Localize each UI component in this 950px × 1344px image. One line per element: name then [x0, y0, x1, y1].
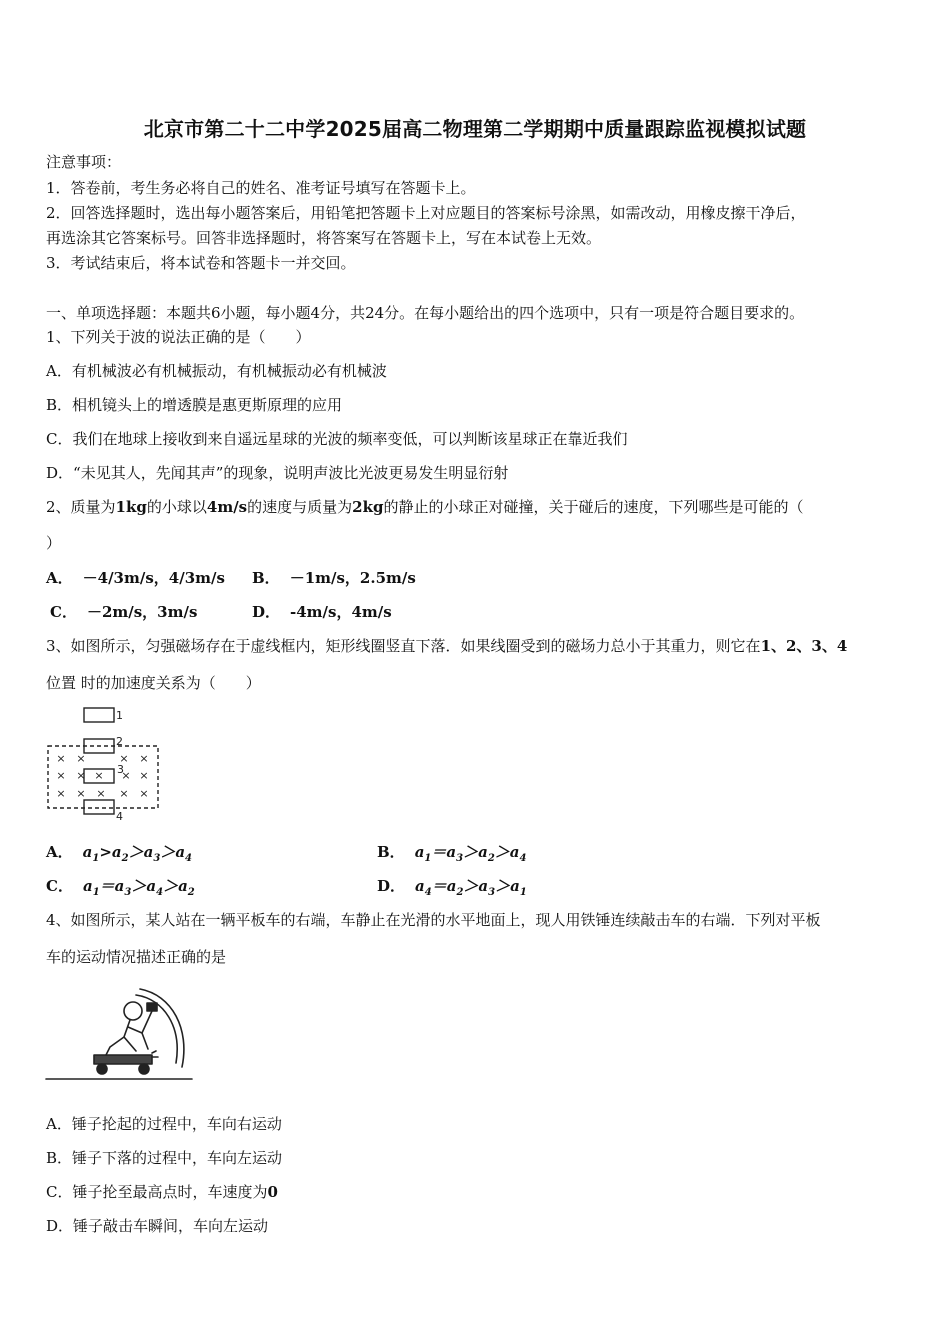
- coil-position-4: [84, 800, 114, 814]
- q1-option-d: D．“未见其人，先闻其声”的现象，说明声波比光波更易发生明显衍射: [46, 464, 509, 482]
- field-mark: ×: [76, 787, 86, 800]
- q2-option-c-label: C．: [50, 603, 77, 621]
- hammer-head: [147, 1003, 157, 1011]
- coil-position-1: [84, 708, 114, 722]
- q2-option-b-value: －1m/s，2.5m/s: [289, 569, 416, 587]
- q3-option-c-label: C．: [46, 877, 73, 895]
- q2-option-c: [50, 602, 197, 622]
- q2-option-a-label: A．: [46, 569, 73, 587]
- q2-stem-text: 的静止的小球正对碰撞，关于碰后的速度，下列哪些是可能的（: [383, 498, 804, 516]
- q3-option-b: [377, 842, 527, 869]
- q3-option-a: [46, 842, 192, 869]
- q4-option-c-zero: 0: [267, 1183, 278, 1201]
- cart-wheel: [97, 1064, 107, 1074]
- q2-option-d-label: D．: [252, 603, 281, 621]
- q4-option-d: D．锤子敲击车瞬间，车向左运动: [46, 1217, 269, 1235]
- q3-figure: [44, 702, 168, 826]
- figure-label-3: 3: [117, 763, 124, 776]
- person-leg: [106, 1037, 124, 1055]
- field-mark: ×: [76, 769, 86, 782]
- field-mark: ×: [119, 787, 129, 800]
- q3-option-a-value: $a_1>a_2>a_3>a_4$: [82, 843, 193, 864]
- person-body: [124, 1020, 136, 1051]
- figure-label-4: 4: [116, 810, 123, 823]
- field-mark: ×: [56, 787, 66, 800]
- q2-stem-text: 的小球以: [146, 498, 207, 516]
- q3-stem: [46, 636, 847, 656]
- person-head: [124, 1002, 142, 1020]
- q4-option-c: [46, 1182, 278, 1202]
- section-heading: 一、单项选择题：本题共6小题，每小题4分，共24分。在每小题给出的四个选项中，只有一项是符合题目要求的。: [46, 304, 805, 322]
- q4-figure: [44, 977, 196, 1083]
- field-mark: ×: [56, 769, 66, 782]
- q4-option-c-text: C．锤子抡至最高点时，车速度为: [46, 1183, 268, 1201]
- field-mark: ×: [139, 769, 149, 782]
- q3-option-d-value: $a_4=a_2>a_3>a_1$: [415, 877, 527, 898]
- impact-mark: [152, 1051, 156, 1053]
- q2-stem-text: 的速度与质量为: [247, 498, 353, 516]
- q4-option-b: B．锤子下落的过程中，车向左运动: [46, 1149, 283, 1167]
- q2-option-b-label: B．: [252, 569, 280, 587]
- q1-option-a: A．有机械波必有机械振动，有机械振动必有机械波: [46, 362, 387, 380]
- notice-heading: 注意事项：: [46, 153, 122, 171]
- q4-option-a: A．锤子抡起的过程中，车向右运动: [46, 1115, 282, 1133]
- q3-option-b-value: $a_1=a_3>a_2>a_4$: [414, 843, 527, 864]
- field-mark: ×: [119, 752, 129, 765]
- q3-option-b-label: B．: [377, 843, 405, 861]
- q2-option-c-value: －2m/s，3m/s: [86, 603, 198, 621]
- hammer-handle: [142, 1011, 152, 1033]
- notice-item-1: 1．答卷前，考生务必将自己的姓名、准考证号填写在答题卡上。: [46, 179, 476, 197]
- notice-item-2: 2．回答选择题时，选出每小题答案后，用铅笔把答题卡上对应题目的答案标号涂黑，如需改动，用橡皮擦干净后，: [46, 204, 806, 222]
- q3-positions: 1、2、3、4: [760, 637, 848, 655]
- field-mark: ×: [94, 769, 104, 782]
- q2-option-a: [46, 568, 225, 588]
- q1-stem: 1、下列关于波的说法正确的是（ ）: [46, 328, 311, 346]
- q2-mass-2: 2kg: [352, 498, 384, 516]
- q2-option-d: [252, 602, 392, 622]
- q2-stem-end: ）: [46, 534, 62, 552]
- q1-option-b: B．相机镜头上的增透膜是惠更斯原理的应用: [46, 396, 343, 414]
- q4-stem-cont: 车的运动情况描述正确的是: [46, 948, 227, 966]
- q2-option-d-value: -4m/s，4m/s: [290, 603, 392, 621]
- figure-label-1: 1: [116, 709, 123, 722]
- field-mark: ×: [56, 752, 66, 765]
- q2-mass-1: 1kg: [115, 498, 147, 516]
- q3-stem-cont: 位置 时的加速度关系为（ ）: [46, 674, 261, 692]
- q3-option-c-value: $a_1=a_3>a_4>a_2$: [82, 877, 195, 898]
- field-mark: ×: [96, 787, 106, 800]
- q2-velocity: 4m/s: [206, 498, 248, 516]
- q2-option-b: [252, 568, 416, 588]
- q2-stem: [46, 497, 803, 517]
- q3-option-c: [46, 876, 195, 903]
- q1-option-c: C．我们在地球上接收到来自遥远星球的光波的频率变低，可以判断该星球正在靠近我们: [46, 430, 628, 448]
- field-mark: ×: [139, 787, 149, 800]
- q3-option-d-label: D．: [377, 877, 406, 895]
- cart-wheel: [139, 1064, 149, 1074]
- notice-item-2-cont: 再选涂其它答案标号。回答非选择题时，将答案写在答题卡上，写在本试卷上无效。: [46, 229, 602, 247]
- q2-option-a-value: －4/3m/s，4/3m/s: [82, 569, 225, 587]
- q3-stem-text: 3、如图所示，匀强磁场存在于虚线框内，矩形线圈竖直下落．如果线圈受到的磁场力总小于其重力，则它在: [46, 637, 761, 655]
- field-mark: ×: [76, 752, 86, 765]
- cart-body: [94, 1055, 152, 1064]
- notice-item-3: 3．考试结束后，将本试卷和答题卡一并交回。: [46, 254, 356, 272]
- field-mark: ×: [139, 752, 149, 765]
- q3-option-a-label: A．: [46, 843, 73, 861]
- field-mark: ×: [121, 769, 131, 782]
- figure-label-2: 2: [116, 735, 123, 748]
- page-title: 北京市第二十二中学2025届高二物理第二学期期中质量跟踪监视模拟试题: [143, 117, 807, 141]
- q4-stem: 4、如图所示，某人站在一辆平板车的右端，车静止在光滑的水平地面上，现人用铁锤连续敲击车的右端．下列对平板: [46, 911, 821, 929]
- q2-stem-text: 2、质量为: [46, 498, 116, 516]
- q3-option-d: [377, 876, 527, 903]
